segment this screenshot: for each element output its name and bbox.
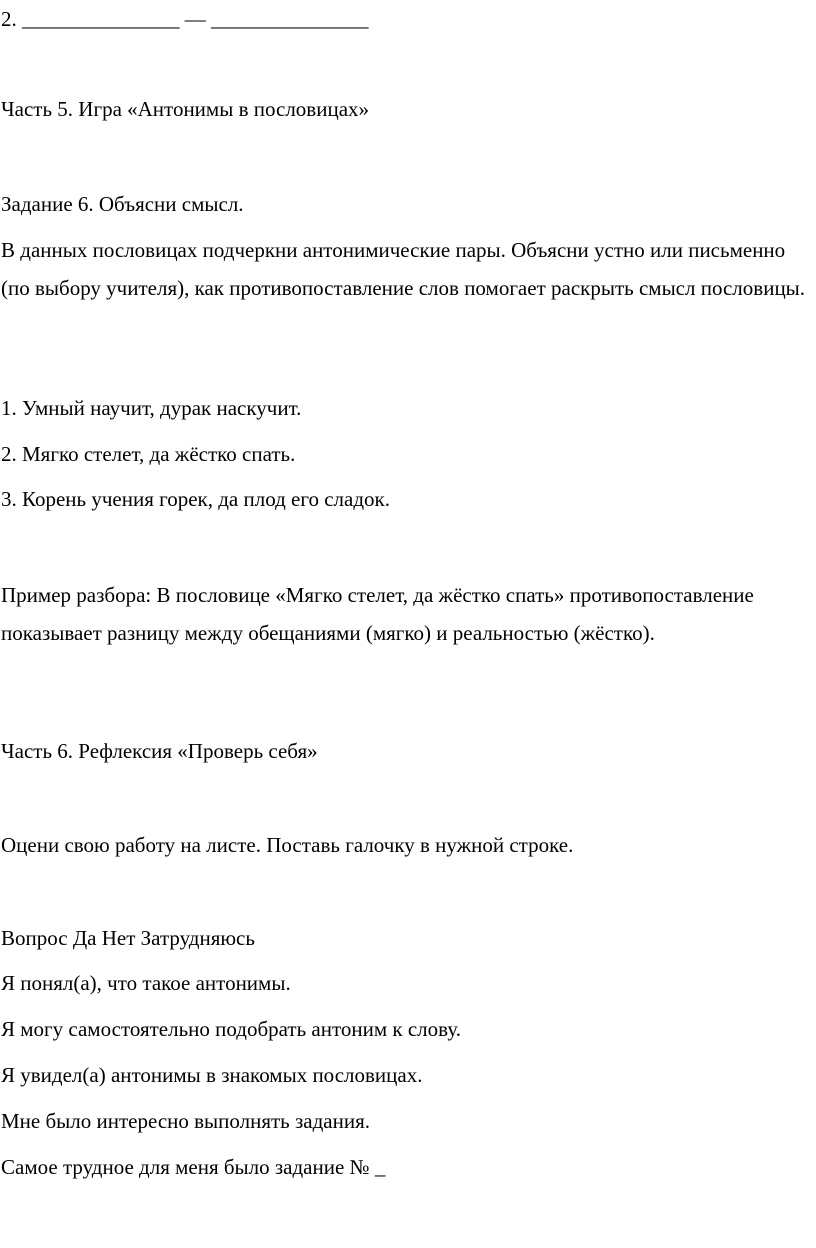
reflection-instruction: Оцени свою работу на листе. Поставь галочку в нужной строке.: [1, 833, 574, 857]
proverb-3: 3. Корень учения горек, да плод его сладок.: [1, 487, 390, 511]
proverb-1: 1. Умный научит, дурак наскучит.: [1, 396, 302, 420]
part6-heading: Часть 6. Рефлексия «Проверь себя»: [1, 739, 318, 763]
part5-heading: Часть 5. Игра «Антонимы в пословицах»: [1, 97, 370, 121]
task6-instruction: В данных пословицах подчеркни антонимические пары. Объясни устно или письменно (по выбору учителя), как противопоставление слов помогает раскрыть смысл пословицы.: [1, 238, 806, 300]
reflection-row: Мне было интересно выполнять задания.: [1, 1109, 371, 1133]
task6-heading: Задание 6. Объясни смысл.: [1, 192, 244, 216]
reflection-row: Самое трудное для меня было задание № _: [1, 1155, 386, 1179]
proverb-2: 2. Мягко стелет, да жёстко спать.: [1, 442, 296, 466]
fill-in-line: 2. _______________ — _______________: [1, 7, 369, 31]
reflection-row: Я могу самостоятельно подобрать антоним к слову.: [1, 1017, 462, 1041]
reflection-row: Я увидел(а) антонимы в знакомых пословицах.: [1, 1063, 423, 1087]
example-analysis: Пример разбора: В пословице «Мягко стелет, да жёстко спать» противопоставление показывает разницу между обещаниями (мягко) и реальностью (жёстко).: [1, 583, 754, 645]
reflection-table-header: Вопрос Да Нет Затрудняюсь: [1, 926, 255, 950]
reflection-row: Я понял(а), что такое антонимы.: [1, 971, 291, 995]
